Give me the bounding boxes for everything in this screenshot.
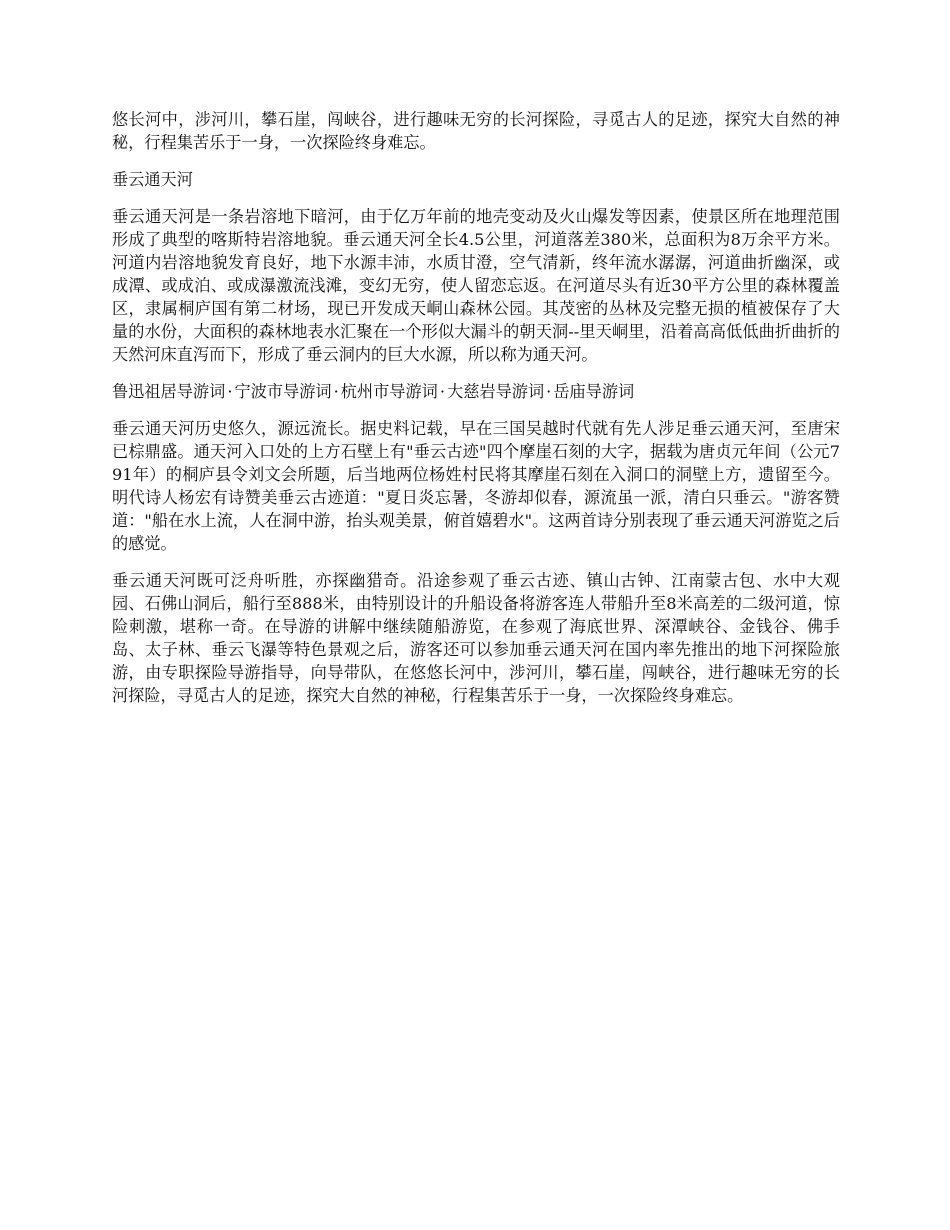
link-separator: ·: [439, 382, 446, 401]
section-heading: 垂云通天河: [112, 170, 193, 189]
related-link-ningbo[interactable]: 宁波市导游词: [234, 382, 332, 401]
link-separator: ·: [333, 382, 339, 401]
related-link-yuemiao[interactable]: 岳庙导游词: [553, 382, 635, 401]
paragraph-history: 垂云通天河历史悠久，源远流长。据史料记载，早在三国吴越时代就有先人涉足垂云通天河，至唐宋已棕鼎盛。通天河入口处的上方石壁上有"垂云古迹"四个摩崖石刻的大字，据载为唐贞元年间（公元791年）的桐庐县令刘文会所题，后当地两位杨姓村民将其摩崖石刻在入洞口的洞壁上方，遗留至今。明代诗人杨宏有诗赞美垂云古迹道："夏日炎忘暑，冬游却似春，源流虽一派，清白只垂云。"游客赞道："船在水上流，人在洞中游，抬头观美景，俯首嬉碧水"。这两首诗分别表现了垂云通天河游览之后的感觉。: [112, 419, 840, 553]
intro-paragraph: 悠长河中，涉河川，攀石崖，闯峡谷，进行趣味无穷的长河探险，寻觅古人的足迹，探究大自然的神秘，行程集苦乐于一身，一次探险终身难忘。: [112, 110, 840, 152]
related-link-luxun[interactable]: 鲁迅祖居导游词: [112, 382, 226, 401]
related-link-hangzhou[interactable]: 杭州市导游词: [340, 382, 438, 401]
link-separator: ·: [227, 382, 233, 401]
paragraph-history-geology: 垂云通天河是一条岩溶地下暗河，由于亿万年前的地壳变动及火山爆发等因素，使景区所在地理范围形成了典型的喀斯特岩溶地貌。垂云通天河全长4.5公里，河道落差380米，总面积为8万余平方米。河道内岩溶地貌发育良好，地下水源丰沛，水质甘澄，空气清新，终年流水潺潺，河道曲折幽深，或成潭、或成泊、或成瀑激流浅滩，变幻无穷，使人留恋忘返。在河道尽头有近30平方公里的森林覆盖区，隶属桐庐国有第二材场，现已开发成天峒山森林公园。其茂密的丛林及完整无损的植被保存了大量的水份，大面积的森林地表水汇聚在一个形似大漏斗的朝天洞--里天峒里，沿着高高低低曲折曲折的天然河床直泻而下，形成了垂云洞内的巨大水源，所以称为通天河。: [112, 207, 840, 364]
paragraph-tour: 垂云通天河既可泛舟听胜，亦探幽猎奇。沿途参观了垂云古迹、镇山古钟、江南蒙古包、水中大观园、石佛山洞后，船行至888米，由特别设计的升船设备将游客连人带船升至8米高差的二级河道，惊险刺激，堪称一奇。在导游的讲解中继续随船游览，在参观了海底世界、深潭峡谷、金钱谷、佛手岛、太子林、垂云飞瀑等特色景观之后，游客还可以参加垂云通天河在国内率先推出的地下河探险旅游，由专职探险导游指导，向导带队，在悠悠长河中，涉河川，攀石崖，闯峡谷，进行趣味无穷的长河探险，寻觅古人的足迹，探究大自然的神秘，行程集苦乐于一身，一次探险终身难忘。: [112, 571, 840, 705]
related-link-daciyan[interactable]: 大慈岩导游词: [447, 382, 545, 401]
document-page: [112, 108, 840, 721]
related-links: [112, 380, 840, 403]
link-separator: ·: [546, 382, 552, 401]
